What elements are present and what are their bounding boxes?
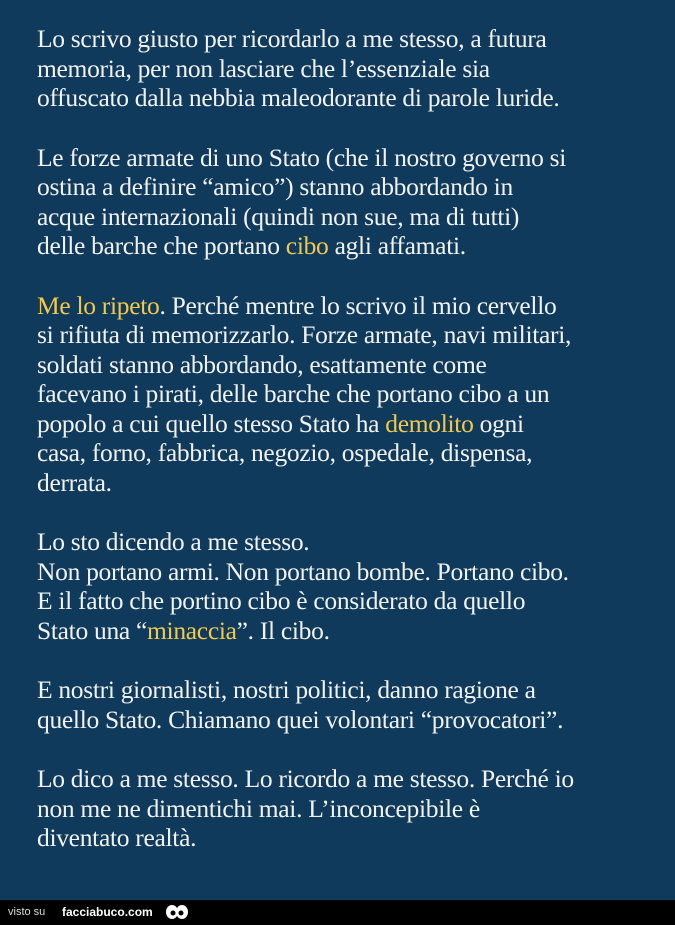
- text-line: [37, 202, 657, 232]
- text-line: [37, 320, 657, 350]
- paragraph: [37, 143, 657, 261]
- text-segment: Le forze armate di uno Stato (che il nostro governo si: [37, 142, 567, 172]
- text-line: [37, 143, 657, 173]
- highlighted-word: Me lo ripeto: [37, 290, 160, 320]
- text-line: [37, 675, 657, 705]
- text-segment: acque internazionali (quindi non sue, ma di tutti): [37, 201, 520, 231]
- eyes-icon: [165, 904, 189, 920]
- text-line: [37, 54, 657, 84]
- paragraph: [37, 527, 657, 645]
- text-segment: Lo sto dicendo a me stesso.: [37, 527, 310, 556]
- text-segment: ”. Il cibo.: [236, 615, 330, 645]
- text-line: [37, 616, 657, 646]
- text-segment: delle barche che portano: [37, 231, 286, 260]
- text-segment: . Perché mentre lo scrivo il mio cervello: [159, 290, 557, 320]
- text-segment: agli affamati.: [328, 231, 466, 260]
- text-line: [37, 557, 657, 587]
- text-line: [37, 24, 657, 54]
- text-line: [37, 764, 657, 794]
- highlighted-word: minaccia: [147, 615, 237, 645]
- text-segment: Lo scrivo giusto per ricordarlo a me stesso, a futura: [37, 24, 547, 53]
- text-line: [37, 705, 657, 735]
- text-segment: offuscato dalla nebbia maleodorante di parole luride.: [37, 83, 560, 112]
- text-segment: ogni: [473, 408, 524, 438]
- text-line: [37, 231, 657, 261]
- text-line: [37, 823, 657, 853]
- text-line: [37, 527, 657, 557]
- text-line: [37, 438, 657, 468]
- text-line: [37, 794, 657, 824]
- text-segment: memoria, per non lasciare che l’essenziale sia: [37, 53, 490, 83]
- paragraph: [37, 675, 657, 734]
- text-segment: E il fatto che portino cibo è considerato da quello: [37, 586, 526, 615]
- text-segment: si rifiuta di memorizzarlo. Forze armate, navi militari,: [37, 320, 572, 349]
- text-segment: Non portano armi. Non portano bombe. Portano cibo.: [37, 556, 569, 586]
- text-segment: popolo a cui quello stesso Stato ha: [37, 408, 386, 438]
- text-segment: quello Stato. Chiamano quei volontari “provocatori”.: [37, 704, 564, 734]
- text-segment: soldati stanno abbordando, esattamente come: [37, 349, 487, 379]
- text-segment: diventato realtà.: [37, 823, 197, 852]
- highlighted-word: demolito: [385, 408, 474, 438]
- text-line: [37, 586, 657, 616]
- watermark-bar: [0, 900, 675, 925]
- highlighted-word: cibo: [285, 231, 329, 260]
- site-link[interactable]: facciabuco.com: [62, 905, 153, 919]
- text-line: [37, 291, 657, 321]
- text-segment: non me ne dimentichi mai. L’inconcepibile è: [37, 793, 480, 823]
- text-line: [37, 379, 657, 409]
- text-segment: derrata.: [37, 467, 112, 497]
- text-segment: E nostri giornalisti, nostri politici, danno ragione a: [37, 675, 536, 704]
- paragraph: [37, 291, 657, 498]
- text-segment: ostina a definire “amico”) stanno abbordando in: [37, 172, 513, 201]
- text-segment: facevano i pirati, delle barche che portano cibo a un: [37, 379, 550, 408]
- text-segment: casa, forno, fabbrica, negozio, ospedale, dispensa,: [37, 438, 533, 467]
- text-line: [37, 172, 657, 202]
- text-line: [37, 350, 657, 380]
- text-segment: Stato una “: [37, 615, 148, 645]
- text-line: [37, 83, 657, 113]
- paragraph: [37, 24, 657, 113]
- post-text: [37, 24, 657, 883]
- paragraph: [37, 764, 657, 853]
- visto-su-label: visto su: [8, 906, 46, 918]
- text-line: [37, 409, 657, 439]
- text-line: [37, 468, 657, 498]
- text-segment: Lo dico a me stesso. Lo ricordo a me stesso. Perché io: [37, 764, 574, 793]
